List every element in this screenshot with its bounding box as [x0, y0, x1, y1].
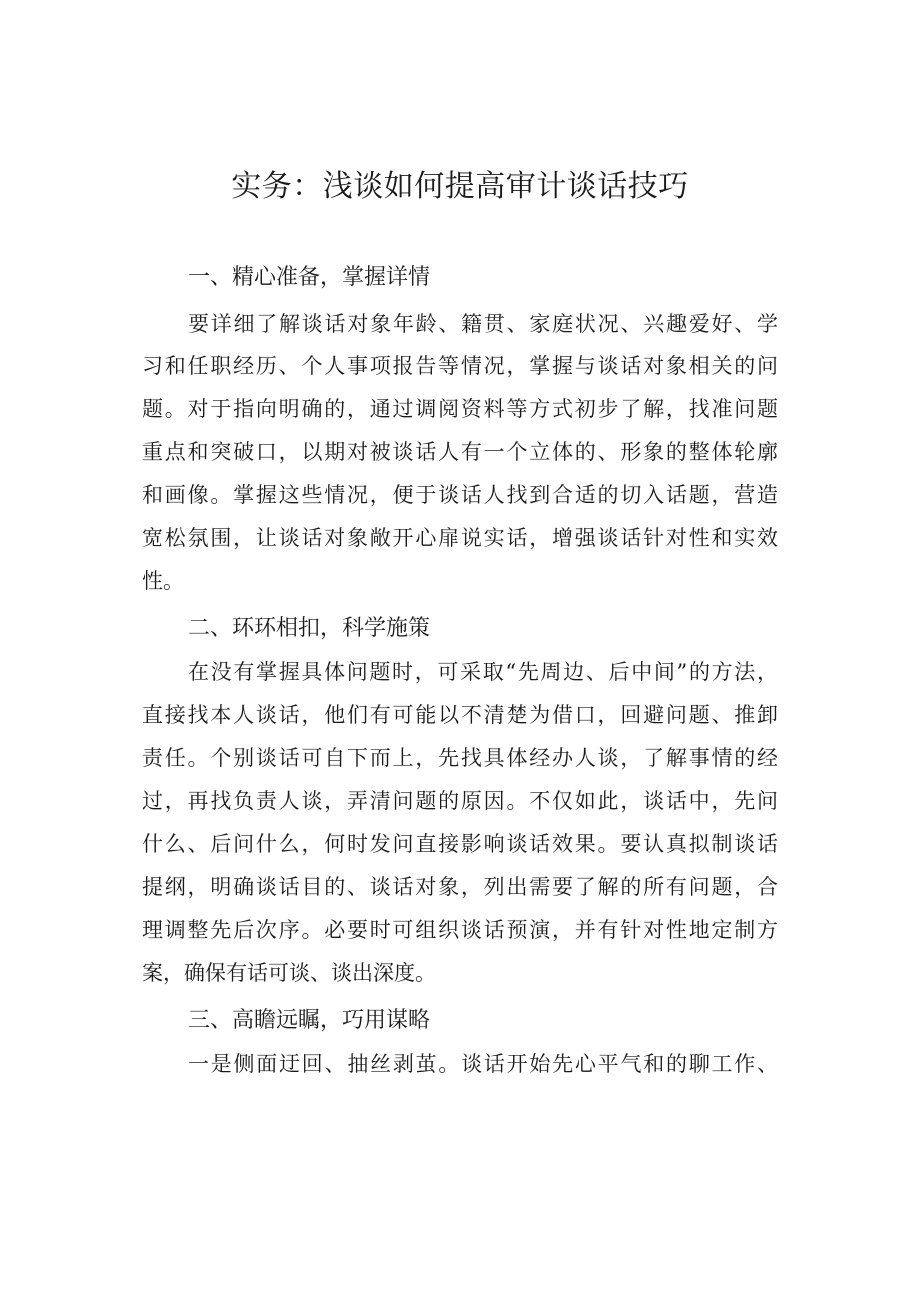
paragraph-line: 宽松氛围，让谈话对象敞开心扉说实话，增强谈话针对性和实效 [142, 526, 778, 550]
paragraph-line: 直接找本人谈话，他们有可能以不清楚为借口，回避问题、推卸 [142, 703, 778, 727]
document-title: 实务：浅谈如何提高审计谈话技巧 [231, 169, 689, 204]
paragraph-line: 和画像。掌握这些情况，便于谈话人找到合适的切入话题，营造 [142, 483, 778, 507]
paragraph-line: 一是侧面迂回、抽丝剥茧。谈话开始先心平气和的聊工作、 [188, 1052, 778, 1076]
paragraph-line: 重点和突破口，以期对被谈话人有一个立体的、形象的整体轮廓 [142, 440, 778, 464]
paragraph-line: 题。对于指向明确的，通过调阅资料等方式初步了解，找准问题 [142, 397, 778, 421]
paragraph-line: 理调整先后次序。必要时可组织谈话预演，并有针对性地定制方 [142, 918, 778, 942]
paragraph-line: 在没有掌握具体问题时，可采取“先周边、后中间”的方法， [188, 660, 778, 684]
paragraph-line: 性。 [142, 569, 184, 593]
paragraph-line: 过，再找负责人谈，弄清问题的原因。不仅如此，谈话中，先问 [142, 789, 778, 813]
paragraph-line: 习和任职经历、个人事项报告等情况，掌握与谈话对象相关的问 [142, 354, 778, 378]
paragraph-line: 案，确保有话可谈、谈出深度。 [142, 961, 436, 985]
section-heading-1: 一、精心准备，掌握详情 [188, 265, 431, 290]
paragraph-line: 提纲，明确谈话目的、谈话对象，列出需要了解的所有问题，合 [142, 875, 778, 899]
section-heading-2: 二、环环相扣，科学施策 [188, 616, 431, 641]
paragraph-line: 什么、后问什么，何时发问直接影响谈话效果。要认真拟制谈话 [142, 832, 778, 856]
section-heading-3: 三、高瞻远瞩，巧用谋略 [188, 1008, 431, 1033]
paragraph-line: 要详细了解谈话对象年龄、籍贯、家庭状况、兴趣爱好、学 [188, 312, 778, 336]
paragraph-line: 责任。个别谈话可自下而上，先找具体经办人谈，了解事情的经 [142, 746, 778, 770]
